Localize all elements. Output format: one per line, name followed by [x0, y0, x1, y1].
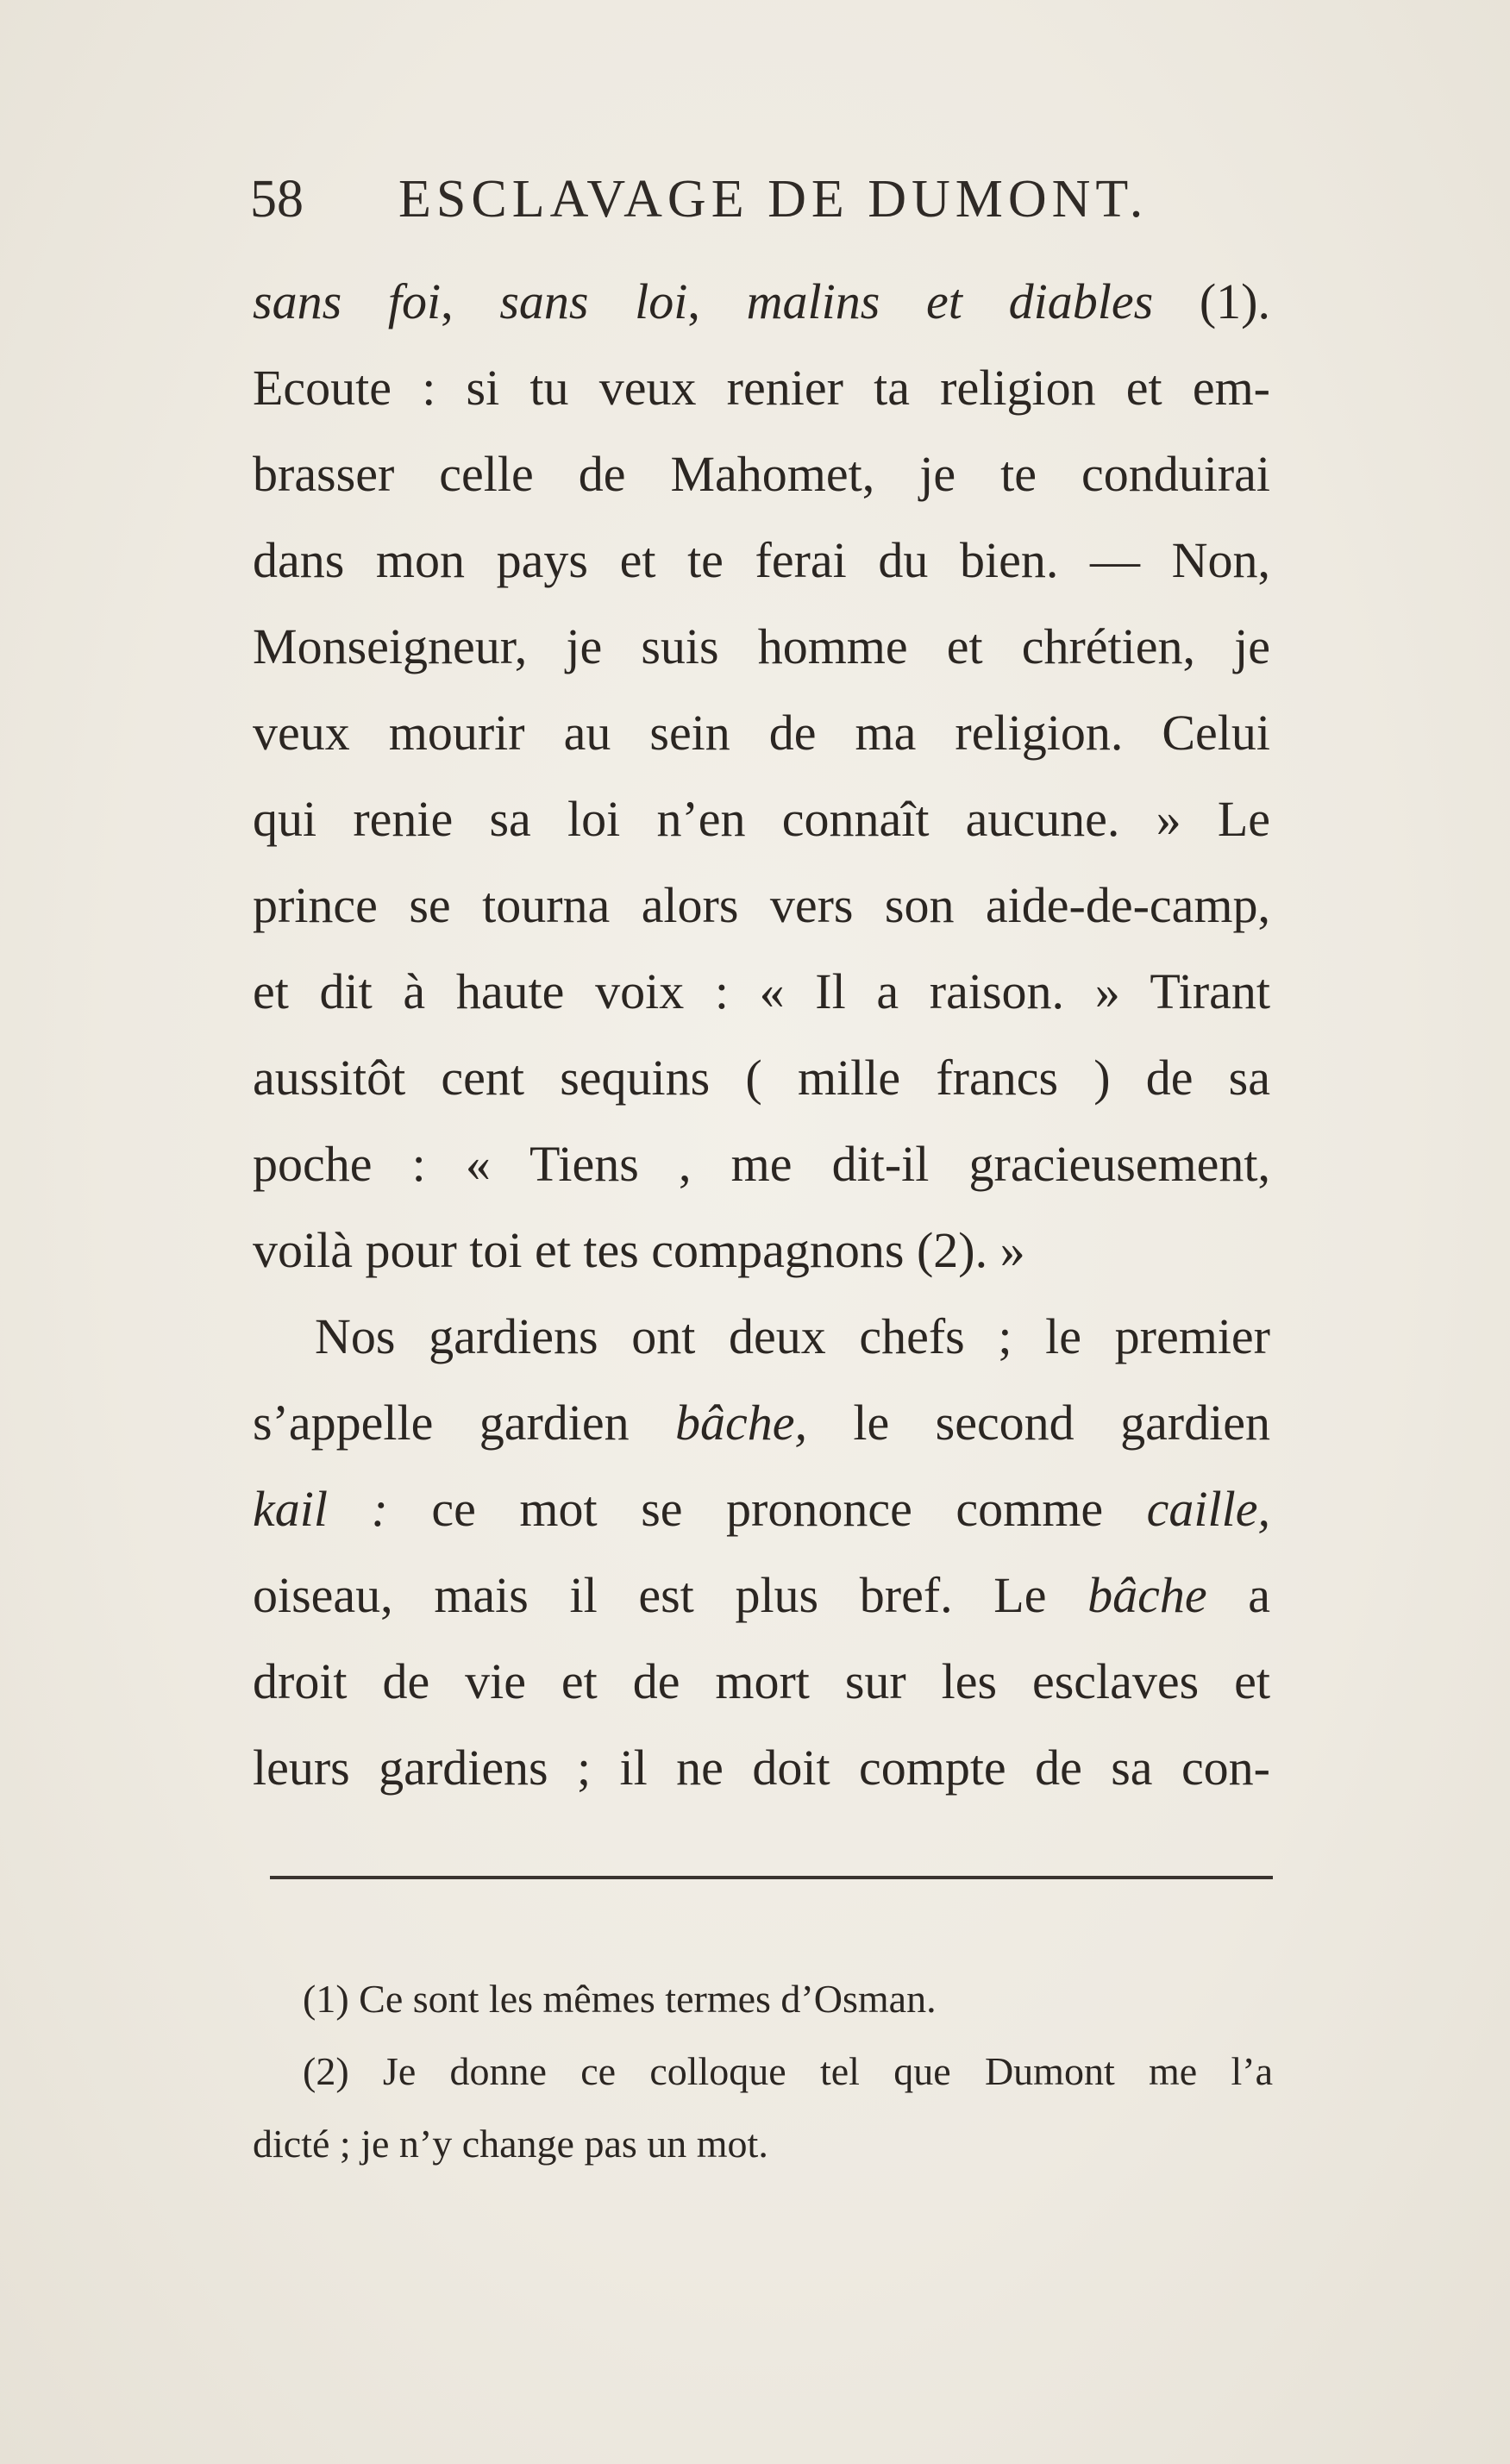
- text-line: Ecoute : si tu veux renier ta religion et em-: [253, 360, 1270, 416]
- italic-term: bâche,: [675, 1395, 808, 1451]
- italic-phrase: sans loi: [499, 273, 688, 329]
- text-line: et dit à haute voix : « Il a raison. » Tirant: [253, 963, 1270, 1019]
- italic-phrase: malins et diables: [746, 273, 1154, 329]
- text-line: [253, 1466, 1270, 1552]
- text-line: dans mon pays et te ferai du bien. — Non,: [253, 532, 1270, 588]
- italic-phrase: sans foi: [253, 273, 442, 329]
- text-fragment: ,: [441, 273, 500, 329]
- text-line: brasser celle de Mahomet, je te conduirai: [253, 446, 1270, 502]
- text-fragment: s’appelle gardien: [253, 1395, 676, 1451]
- page-number: 58: [250, 170, 304, 229]
- text-line: leurs gardiens ; il ne doit compte de sa con-: [253, 1740, 1270, 1796]
- paragraph-start-line: Nos gardiens ont deux chefs ; le premier: [315, 1308, 1270, 1364]
- running-title: ESCLAVAGE DE DUMONT.: [398, 170, 1149, 229]
- footnote-divider: [270, 1876, 1273, 1879]
- text-line: Monseigneur, je suis homme et chrétien, je: [253, 618, 1270, 674]
- footnote-1: (1) Ce sont les mêmes termes d’Osman.: [303, 1977, 937, 2021]
- body-text: [253, 259, 1270, 1811]
- footnote-ref: (1).: [1153, 273, 1270, 329]
- italic-term: kail :: [253, 1481, 388, 1537]
- text-line: [253, 1552, 1270, 1639]
- text-fragment: ce mot se prononce comme: [387, 1481, 1147, 1537]
- paragraph-end-line: voilà pour toi et tes compagnons (2). »: [253, 1222, 1025, 1278]
- footnote-2-line-2: dicté ; je n’y change pas un mot.: [253, 2122, 768, 2166]
- text-line: prince se tourna alors vers son aide-de-camp,: [253, 877, 1270, 933]
- text-line: veux mourir au sein de ma religion. Celui: [253, 705, 1270, 761]
- text-line: aussitôt cent sequins ( mille francs ) de sa: [253, 1050, 1270, 1106]
- text-line: qui renie sa loi n’en connaît aucune. » Le: [253, 791, 1270, 847]
- text-line: [253, 1380, 1270, 1466]
- text-line: droit de vie et de mort sur les esclaves et: [253, 1653, 1270, 1709]
- italic-term: caille,: [1146, 1481, 1270, 1537]
- text-fragment: a: [1206, 1567, 1270, 1623]
- text-line: [253, 259, 1270, 345]
- text-fragment: le second gardien: [807, 1395, 1270, 1451]
- footnotes: [253, 1963, 1273, 2180]
- text-line: poche : « Tiens , me dit-il gracieusement,: [253, 1136, 1270, 1192]
- page-header: [250, 169, 1268, 229]
- text-fragment: ,: [687, 273, 747, 329]
- text-fragment: oiseau, mais il est plus bref. Le: [253, 1567, 1088, 1623]
- footnote-2-line-1: (2) Je donne ce colloque tel que Dumont me l’a: [303, 2049, 1273, 2093]
- italic-term: bâche: [1087, 1567, 1207, 1623]
